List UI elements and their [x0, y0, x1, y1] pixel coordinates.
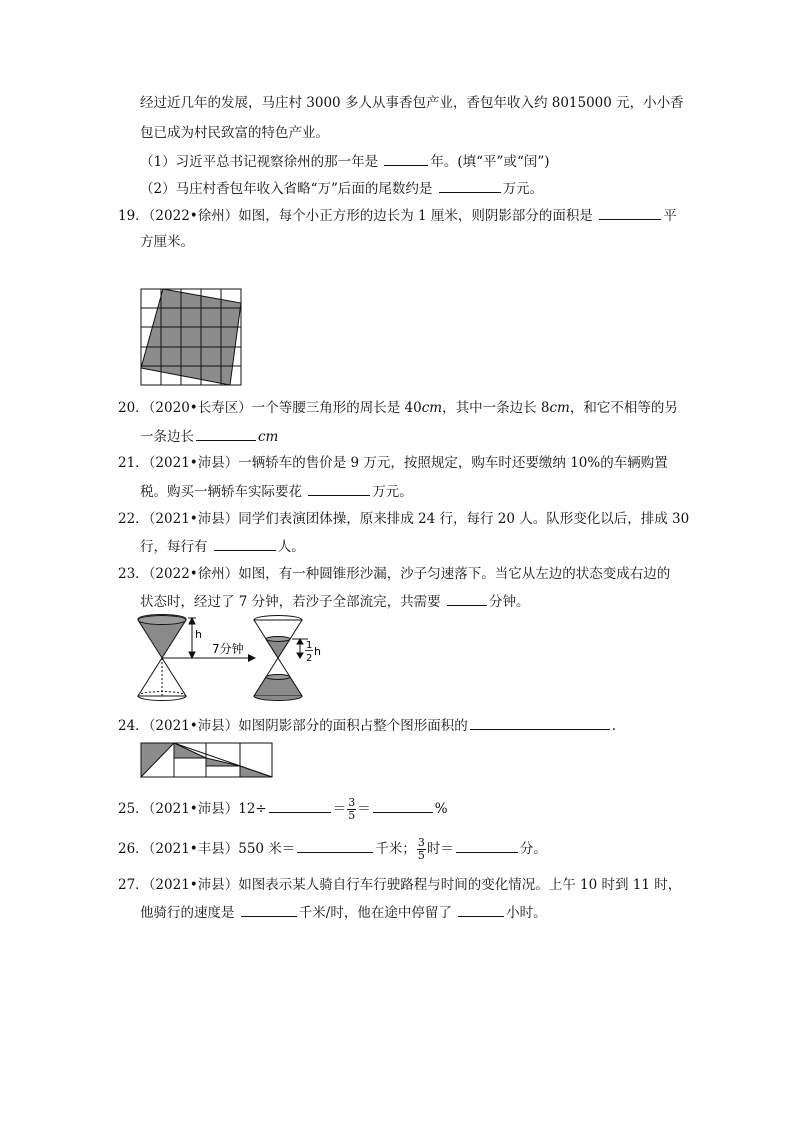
percent-sign: %: [434, 801, 448, 817]
question-22-text: 行，每行有: [140, 539, 212, 555]
unit-hour: 时＝: [426, 841, 454, 857]
question-27-line-1: 27．（2021•沛县）如图表示某人骑自行车行驶路程与时间的变化情况。上午 10 时到 11 时，: [118, 877, 682, 893]
fraction-numerator: 1: [306, 640, 313, 651]
question-21-text: 税。购买一辆轿车实际要花: [140, 484, 307, 500]
answer-blank[interactable]: [384, 151, 428, 166]
arrow-head: [248, 654, 256, 662]
question-20-text-d: 一条边长: [140, 429, 194, 445]
question-19-text: 19．（2022•徐州）如图，每个小正方形的边长为 1 厘米，则阴影部分的面积是: [118, 208, 598, 224]
fraction-denominator: 5: [417, 849, 425, 862]
question-27-mid: 千米/时，他在途中停留了: [298, 905, 457, 921]
sub-question-2-unit: 万元。: [502, 181, 544, 197]
passage-line-2: 包已成为村民致富的特色产业。: [140, 125, 329, 141]
passage-line-1: 经过近几年的发展，马庄村 3000 多人从事香包产业，香包年收入约 8015000 元，小小香: [140, 95, 684, 111]
question-22-line-2: [140, 536, 305, 557]
question-26: [118, 835, 547, 863]
sub-question-1-hint: 年。(填“平”或“闰”): [430, 154, 550, 170]
fraction-numerator: 3: [348, 796, 356, 809]
answer-blank[interactable]: [458, 902, 504, 917]
hourglass-right: [254, 616, 302, 701]
grid-square-figure: [138, 286, 244, 388]
fraction-numerator: 3: [417, 836, 425, 849]
question-19-tail: 平: [663, 208, 677, 224]
question-27-line-2: [140, 902, 547, 923]
question-27-unit: 小时。: [506, 905, 547, 921]
sub-question-2: [140, 178, 543, 199]
fraction-3-5: [347, 797, 356, 822]
question-22-unit: 人。: [277, 539, 305, 555]
fraction-3-5: [417, 837, 426, 862]
time-label: 7分钟: [212, 642, 244, 656]
answer-blank[interactable]: [373, 798, 433, 813]
unit-minute: 分。: [519, 841, 547, 857]
question-24-end: .: [611, 718, 617, 734]
question-25: [118, 795, 448, 823]
answer-blank[interactable]: [297, 838, 373, 853]
question-24-text: 24．（2021•沛县）如图阴影部分的面积占整个图形面积的: [118, 718, 468, 734]
question-27-text: 他骑行的速度是: [140, 905, 239, 921]
unit-cm: cm: [258, 429, 279, 445]
question-20-text-c: ，和它不相等的另: [569, 400, 678, 416]
question-19-line-1: [118, 205, 677, 226]
unit-cm: cm: [421, 400, 443, 416]
unit-km: 千米；: [375, 841, 416, 857]
question-21-line-1: 21．（2021•沛县）一辆轿车的售价是 9 万元，按照规定，购车时还要缴纳 10%的车辆购置: [118, 455, 668, 471]
question-20-line-1: [118, 398, 678, 418]
question-21-line-2: [140, 481, 413, 502]
question-26-text: 26．（2021•丰县）550 米＝: [118, 841, 296, 857]
question-23-unit: 分钟。: [488, 594, 530, 610]
question-24-line-1: [118, 715, 616, 736]
question-23-text: 状态时，经过了 7 分钟，若沙子全部流完，共需要: [140, 594, 445, 610]
equals-sign: ＝: [332, 801, 347, 817]
unit-cm: cm: [549, 400, 570, 416]
question-23-line-1: 23．（2022•徐州）如图，有一种圆锥形沙漏，沙子匀速落下。当它从左边的状态变成右边的: [118, 566, 671, 582]
sub-question-2-text: （2）马庄村香包年收入省略“万”后面的尾数约是: [140, 181, 437, 197]
answer-blank[interactable]: [269, 798, 331, 813]
hourglass-figure: [134, 612, 344, 706]
question-20-text-b: ，其中一条边长 8: [442, 400, 550, 416]
question-20-line-2: [140, 426, 278, 447]
sub-question-1: [140, 151, 550, 172]
question-20-text-a: 20．（2020•长寿区）一个等腰三角形的周长是 40: [118, 400, 422, 416]
answer-blank[interactable]: [308, 481, 370, 496]
answer-blank[interactable]: [439, 178, 501, 193]
question-19-line-2: 方厘米。: [140, 234, 194, 250]
answer-blank[interactable]: [456, 838, 518, 853]
answer-blank[interactable]: [599, 205, 661, 220]
answer-blank[interactable]: [447, 591, 487, 606]
fraction-denominator: 2: [306, 653, 313, 664]
rectangle-strip-figure: [138, 740, 274, 780]
question-21-unit: 万元。: [372, 484, 413, 500]
height-label-h: h: [195, 628, 202, 641]
shaded-tilted-square: [141, 289, 241, 385]
fraction-label-h: h: [314, 645, 321, 658]
answer-blank[interactable]: [470, 715, 610, 730]
answer-blank[interactable]: [214, 536, 276, 551]
question-22-line-1: 22．（2021•沛县）同学们表演团体操，原来排成 24 行，每行 20 人。队形变化以后，排成 30: [118, 511, 690, 527]
question-25-text: 25．（2021•沛县）12÷: [118, 801, 267, 817]
equals-sign: ＝: [357, 801, 371, 817]
question-23-line-2: [140, 591, 529, 612]
answer-blank[interactable]: [241, 902, 297, 917]
sub-question-1-text: （1）习近平总书记视察徐州的那一年是: [140, 154, 383, 170]
fraction-denominator: 5: [348, 809, 356, 822]
answer-blank[interactable]: [196, 426, 256, 441]
